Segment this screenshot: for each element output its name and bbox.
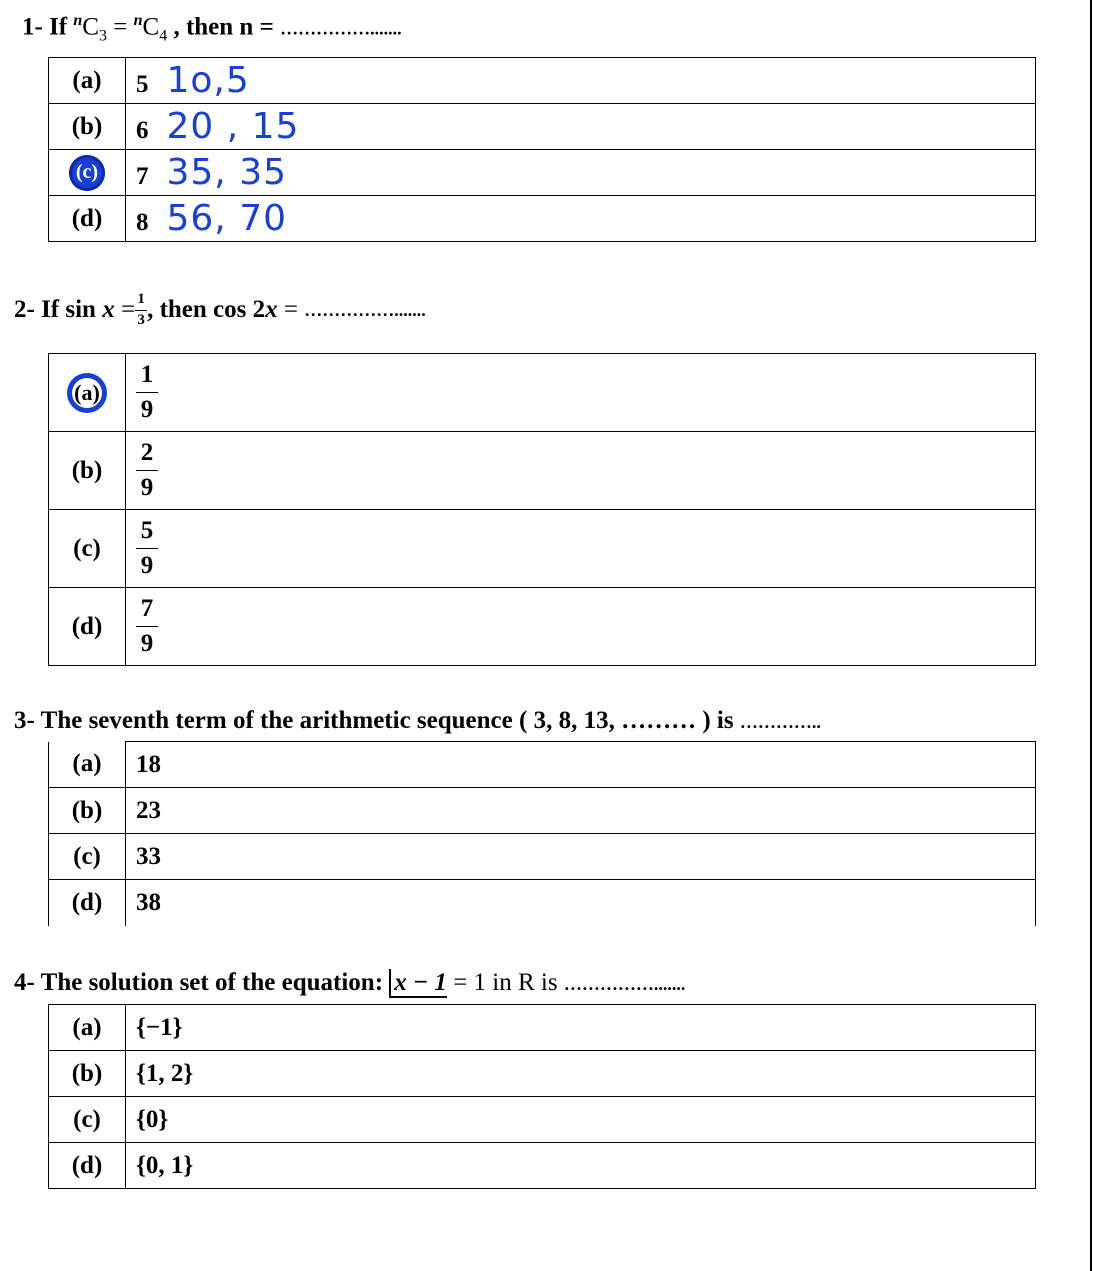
q4-option-label: (a) [49,1005,126,1051]
q4-number: 4- [14,969,35,996]
q2-option-num: 1 [140,360,154,388]
q3-dots: ………….. [739,712,821,732]
q3-option-d[interactable] [49,880,1036,926]
q3-number: 3- [14,707,35,734]
q3-text: The seventh term of the arithmetic sequence ( 3, 8, 13, ……… ) is [40,707,734,734]
question-2-options [48,353,1036,666]
q4-floor-expression: x − 1 [389,969,447,998]
fraction-bar [136,548,158,549]
q2-option-cell [126,588,1036,666]
q2-option-c[interactable] [49,510,1036,588]
q1-equals: = [113,13,128,41]
q2-option-den: 9 [140,474,154,501]
question-3-options [48,741,1036,926]
q3-option-label: (d) [49,880,126,926]
q1-option-label-cell [49,150,126,196]
q1-handwritten-note: 35, 35 [166,152,288,193]
q1-if: If [49,13,68,41]
q4-option-c[interactable] [49,1097,1036,1143]
q2-selected-answer-circle: (a) [67,373,107,413]
q1-handwritten-note: 56, 70 [166,198,288,239]
q4-dots: ……………....... [563,974,686,994]
q1-rhs-sub: 4 [159,27,168,45]
q1-option-a[interactable] [49,58,1036,104]
q1-option-value: 6 [136,117,149,144]
q2-option-num: 5 [140,516,154,544]
q1-rhs-base: C [142,13,160,41]
q2-option-num: 7 [140,594,154,622]
q1-rhs-super: n [133,12,143,29]
q3-option-value: 33 [126,834,1036,880]
q2-var2: x [265,296,278,323]
question-1-options [48,57,1036,242]
q1-option-b[interactable] [49,104,1036,150]
question-4-title [14,968,685,999]
q3-option-b[interactable] [49,788,1036,834]
q1-lhs-base: C [82,13,99,41]
page-right-border [1090,0,1092,1271]
q4-option-label: (c) [49,1097,126,1143]
question-1-title [22,6,402,51]
q2-var: x [102,296,115,323]
q4-rest: = 1 in R is [453,969,558,996]
q2-equals: = [120,296,136,323]
q1-dots: ……………....... [280,18,402,39]
q1-option-cell [126,104,1036,150]
fraction-bar [135,310,147,311]
q2-option-a[interactable] [49,354,1036,432]
q2-option-fraction [136,362,158,424]
q2-option-fraction [136,596,158,658]
q2-option-fraction [136,518,158,580]
q1-lhs-sub: 3 [98,27,107,45]
q2-fraction [135,292,147,329]
q1-option-cell [126,58,1036,104]
q2-frac-num: 1 [137,290,145,307]
q4-text: The solution set of the equation: [40,969,384,996]
question-3-title [14,706,821,737]
q2-option-label: (b) [49,432,126,510]
q2-option-label: (c) [49,510,126,588]
q4-option-label: (b) [49,1051,126,1097]
q2-option-cell [126,432,1036,510]
q2-option-cell [126,510,1036,588]
q2-number: 2- [14,296,35,323]
q4-option-label: (d) [49,1143,126,1189]
fraction-bar [136,392,158,393]
q2-if: If sin [41,296,96,323]
q1-number: 1- [22,13,43,41]
q4-option-value: {1, 2} [126,1051,1036,1097]
q2-frac-den: 3 [137,311,145,328]
q4-option-value: {0} [126,1097,1036,1143]
q2-option-label: (d) [49,588,126,666]
q1-option-value: 5 [136,71,149,98]
q3-option-c[interactable] [49,834,1036,880]
q1-option-c[interactable] [49,150,1036,196]
q1-handwritten-note: 20 , 15 [166,106,300,147]
q4-option-a[interactable] [49,1005,1036,1051]
q2-dots: ……………....... [304,300,426,320]
q1-option-cell [126,196,1036,242]
q1-option-value: 8 [136,209,149,236]
q2-option-den: 9 [140,630,154,657]
fraction-bar [136,470,158,471]
q4-option-value: {0, 1} [126,1143,1036,1189]
q1-option-label: (d) [49,196,126,242]
q1-option-label: (b) [49,104,126,150]
q2-option-b[interactable] [49,432,1036,510]
q1-option-value: 7 [136,163,149,190]
q3-option-value: 38 [126,880,1036,926]
q1-handwritten-note: 1o,5 [166,60,250,101]
q1-option-d[interactable] [49,196,1036,242]
q1-option-label: (a) [49,58,126,104]
q3-option-value: 23 [126,788,1036,834]
q2-option-den: 9 [140,552,154,579]
q2-option-label-cell [49,354,126,432]
q3-option-label: (c) [49,834,126,880]
q4-option-d[interactable] [49,1143,1036,1189]
fraction-bar [136,626,158,627]
q3-option-label: (a) [49,742,126,788]
question-2-title [14,286,426,334]
q3-option-label: (b) [49,788,126,834]
question-4-options [48,1004,1036,1189]
q1-option-cell [126,150,1036,196]
q4-option-value: {−1} [126,1005,1036,1051]
q2-option-cell [126,354,1036,432]
q4-option-b[interactable] [49,1051,1036,1097]
q2-option-fraction [136,440,158,502]
q2-option-den: 9 [140,396,154,423]
q2-equals2: = [283,296,298,323]
q1-lhs-super: n [73,12,83,29]
q1-then: , then n = [173,13,274,41]
q2-then: , then cos 2 [147,296,266,323]
q3-option-value: 18 [126,742,1036,788]
q3-option-a[interactable] [49,742,1036,788]
q1-selected-answer-circle: (c) [69,155,105,191]
q2-option-num: 2 [140,438,154,466]
q2-option-d[interactable] [49,588,1036,666]
